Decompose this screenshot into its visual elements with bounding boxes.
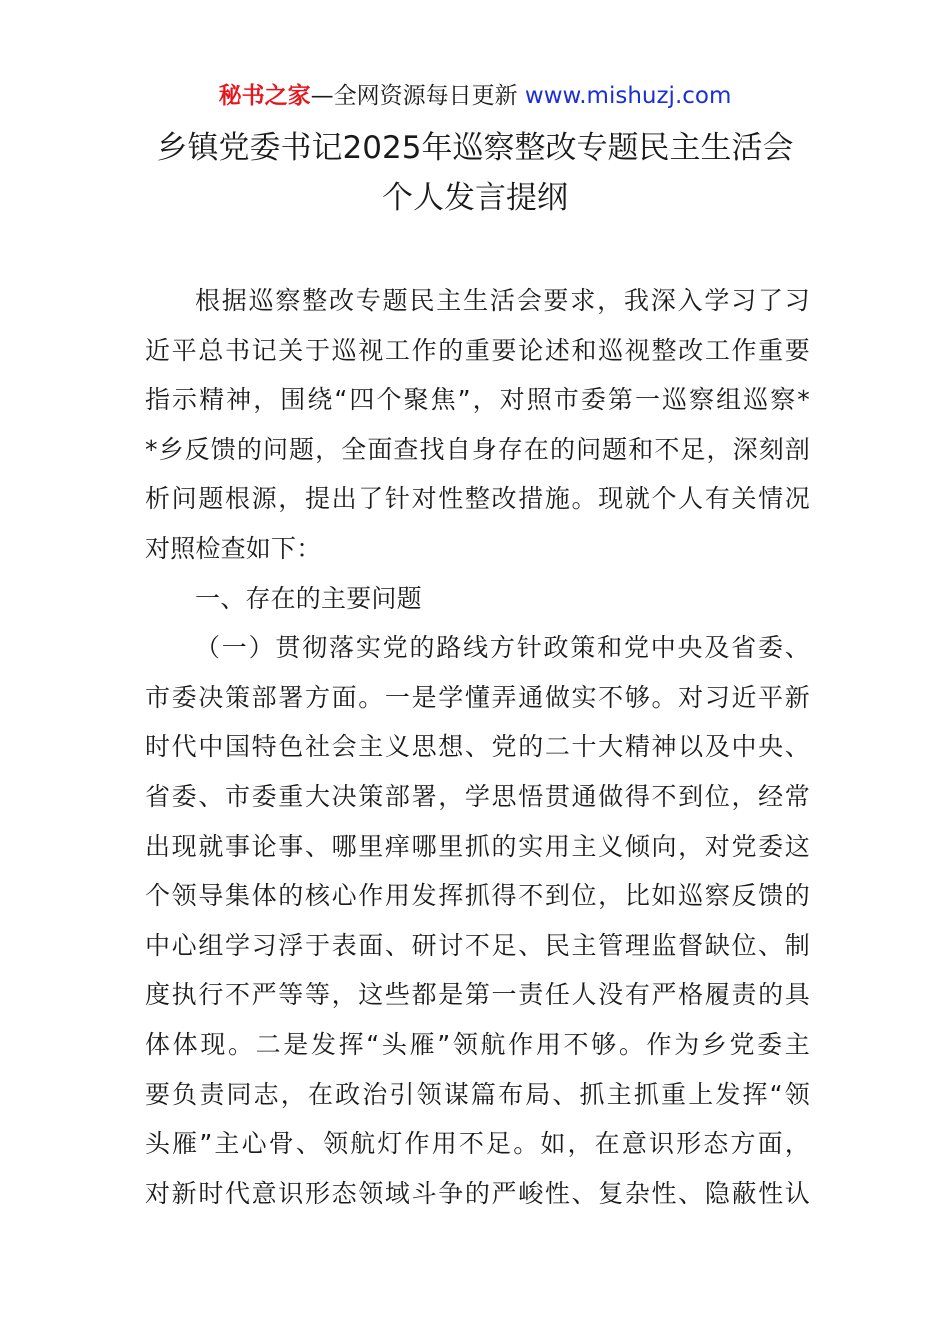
- body-line: 市委决策部署方面。一是学懂弄通做实不够。对习近平新: [145, 682, 810, 712]
- body-line: 中心组学习浮于表面、研讨不足、民主管理监督缺位、制: [145, 930, 810, 960]
- site-brand: 秘书之家: [218, 83, 311, 109]
- body-line: 个领导集体的核心作用发挥抓得不到位，比如巡察反馈的: [145, 881, 810, 911]
- site-url: www.mishuzj.com: [524, 83, 732, 109]
- body-line: 析问题根源，提出了针对性整改措施。现就个人有关情况: [145, 484, 810, 514]
- section-heading: 一、存在的主要问题: [195, 583, 422, 613]
- body-line: 指示精神，围绕“四个聚焦”，对照市委第一巡察组巡察*: [145, 385, 810, 415]
- body-line: 头雁”主心骨、领航灯作用不足。如，在意识形态方面，: [145, 1129, 810, 1159]
- body-line: 时代中国特色社会主义思想、党的二十大精神以及中央、: [145, 732, 810, 762]
- body-line: *乡反馈的问题，全面查找自身存在的问题和不足，深刻剖: [145, 434, 810, 464]
- document-body: [145, 276, 810, 1218]
- site-header: [0, 80, 950, 112]
- body-line: 对新时代意识形态领域斗争的严峻性、复杂性、隐蔽性认: [145, 1178, 810, 1208]
- site-tagline: —全网资源每日更新: [310, 83, 525, 109]
- document-title-line-2: 个人发言提纲: [382, 180, 568, 216]
- body-line: 对照检查如下：: [145, 533, 322, 563]
- document-title-line-1: 乡镇党委书记2025年巡察整改专题民主生活会: [156, 130, 794, 166]
- body-line: （一）贯彻落实党的路线方针政策和党中央及省委、: [195, 633, 810, 663]
- body-line: 度执行不严等等，这些都是第一责任人没有严格履责的具: [145, 980, 810, 1010]
- body-line: 出现就事论事、哪里痒哪里抓的实用主义倾向，对党委这: [145, 831, 810, 861]
- body-line: 要负责同志，在政治引领谋篇布局、抓主抓重上发挥“领: [145, 1079, 810, 1109]
- body-line: 体体现。二是发挥“头雁”领航作用不够。作为乡党委主: [145, 1029, 810, 1059]
- body-line: 近平总书记关于巡视工作的重要论述和巡视整改工作重要: [145, 335, 810, 365]
- body-line: 省委、市委重大决策部署，学思悟贯通做得不到位，经常: [145, 781, 810, 811]
- body-line: 根据巡察整改专题民主生活会要求，我深入学习了习: [195, 286, 810, 315]
